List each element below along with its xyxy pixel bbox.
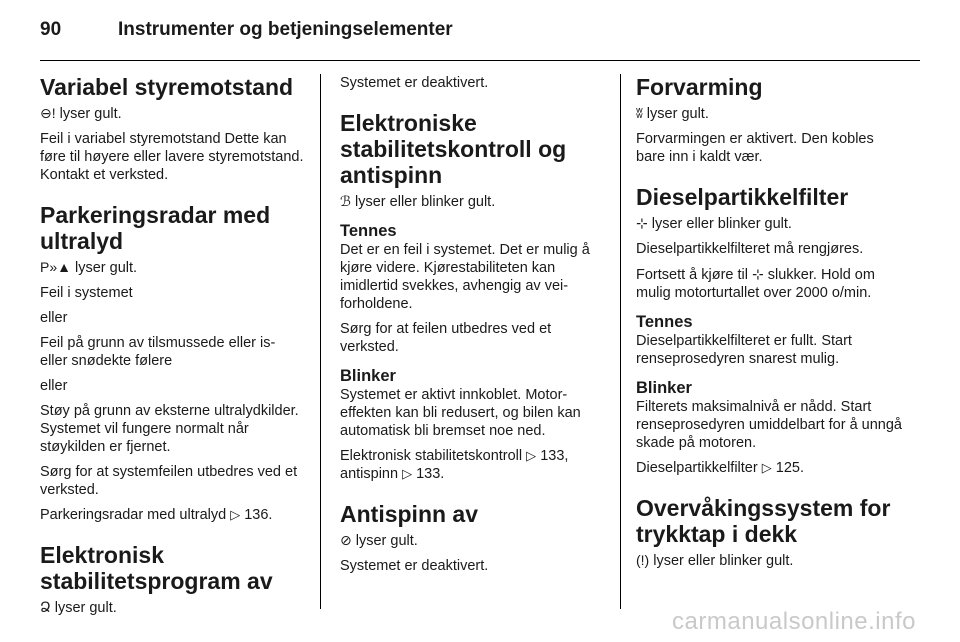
paragraph: Sørg for at systemfeilen utbedres ved et verksted.	[40, 464, 298, 498]
paragraph: Dieselpartikkelfilteret må rengjøres.	[636, 241, 864, 257]
paragraph: Systemet er deaktivert.	[340, 75, 489, 91]
column-3	[636, 74, 906, 577]
cross-reference[interactable]: Elektronisk stabilitetskontroll ▷ 133, antispinn ▷ 133.	[340, 448, 569, 482]
section-title-esp-off: Elektronisk stabilitetsprogram av	[40, 542, 273, 594]
column-2	[340, 74, 606, 582]
page-number: 90	[40, 19, 62, 40]
steering-warning-icon: ⊖!	[40, 105, 56, 121]
paragraph: Feil i variabel styremotstand Dette kan føre til høyere eller lavere styremotstand. Kontakt et verksted.	[40, 131, 304, 183]
status-line-esp-off: Ձ lyser gult.	[40, 599, 117, 616]
paragraph: Dieselpartikkelfilteret er fullt. Start renseprosedyren snarest mulig.	[636, 333, 852, 367]
status-line-esc: ℬ lyser eller blinker gult.	[340, 193, 496, 210]
watermark: carmanualsonline.info	[672, 608, 916, 635]
column-1	[40, 74, 306, 624]
traction-off-icon: ⊘	[340, 532, 352, 548]
reference-arrow-icon: ▷	[402, 466, 413, 481]
subheading-tennes: Tennes	[636, 313, 693, 331]
esp-off-icon: Ձ	[40, 599, 51, 615]
section-title-tpms: Overvåkingssystem for trykktap i dekk	[636, 495, 891, 547]
dpf-icon: ⊹	[752, 266, 764, 282]
paragraph: eller	[40, 310, 68, 326]
paragraph: Systemet er deaktivert.	[340, 558, 489, 574]
dpf-icon: ⊹	[636, 215, 648, 231]
paragraph: Støy på grunn av eksterne ultralydkilder. Systemet vil fungere normalt når støykilden er fjernet.	[40, 403, 299, 455]
reference-arrow-icon: ▷	[761, 460, 772, 475]
page-header	[40, 19, 453, 41]
status-line-dpf: ⊹ lyser eller blinker gult.	[636, 215, 792, 232]
paragraph: Feil på grunn av tilsmussede eller is- eller snødekte følere	[40, 335, 276, 369]
column-divider	[320, 74, 321, 609]
subheading-blinker: Blinker	[636, 379, 692, 397]
section-title-tc-off: Antispinn av	[340, 501, 479, 527]
subheading-tennes: Tennes	[340, 222, 397, 240]
parking-radar-icon: P»▲	[40, 259, 71, 275]
cross-reference[interactable]: Dieselpartikkelfilter ▷ 125.	[636, 460, 804, 476]
tire-pressure-icon: (!)	[636, 552, 650, 568]
paragraph: Det er en feil i systemet. Det er mulig å kjøre videre. Kjørestabiliteten kan imidlertid svekkes, avhengig av veiforholdene.	[340, 242, 590, 312]
section-title-parking: Parkeringsradar med ultralyd	[40, 202, 271, 254]
paragraph: Systemet er aktivt innkoblet. Motoreffekten kan bli redusert, og bilen kan automatisk bli bremset noe ned.	[340, 387, 581, 439]
section-title-dpf: Dieselpartikkelfilter	[636, 184, 849, 210]
column-divider	[620, 74, 621, 609]
status-line-glow: ʬ lyser gult.	[636, 105, 709, 122]
paragraph: Feil i systemet	[40, 285, 133, 301]
page-header-title: Instrumenter og betjeningselementer	[118, 19, 453, 40]
header-rule	[40, 60, 920, 61]
reference-arrow-icon: ▷	[230, 507, 241, 522]
skid-car-icon: ℬ	[340, 193, 352, 209]
paragraph: Forvarmingen er aktivert. Den kobles bare inn i kaldt vær.	[636, 131, 874, 165]
subheading-blinker: Blinker	[340, 367, 396, 385]
reference-arrow-icon: ▷	[526, 448, 537, 463]
glow-plug-icon: ʬ	[636, 105, 643, 121]
paragraph: Fortsett å kjøre til ⊹ slukker. Hold om mulig motorturtallet over 2000 o/min.	[636, 266, 875, 301]
paragraph: Filterets maksimalnivå er nådd. Start renseprosedyren umiddelbart for å unngå skade på motoren.	[636, 399, 902, 451]
status-line-parking: P»▲ lyser gult.	[40, 259, 138, 276]
cross-reference[interactable]: Parkeringsradar med ultralyd ▷ 136.	[40, 507, 273, 523]
status-line-tpms: (!) lyser eller blinker gult.	[636, 552, 794, 569]
section-title-glow: Forvarming	[636, 74, 763, 100]
status-line-steering: ⊖! lyser gult.	[40, 105, 122, 122]
status-line-tc-off: ⊘ lyser gult.	[340, 532, 418, 549]
paragraph: eller	[40, 378, 68, 394]
paragraph: Sørg for at feilen utbedres ved et verksted.	[340, 321, 552, 355]
section-title-esc: Elektroniske stabilitetskontroll og antispinn	[340, 110, 567, 188]
section-title-steering: Variabel styremotstand	[40, 74, 294, 100]
